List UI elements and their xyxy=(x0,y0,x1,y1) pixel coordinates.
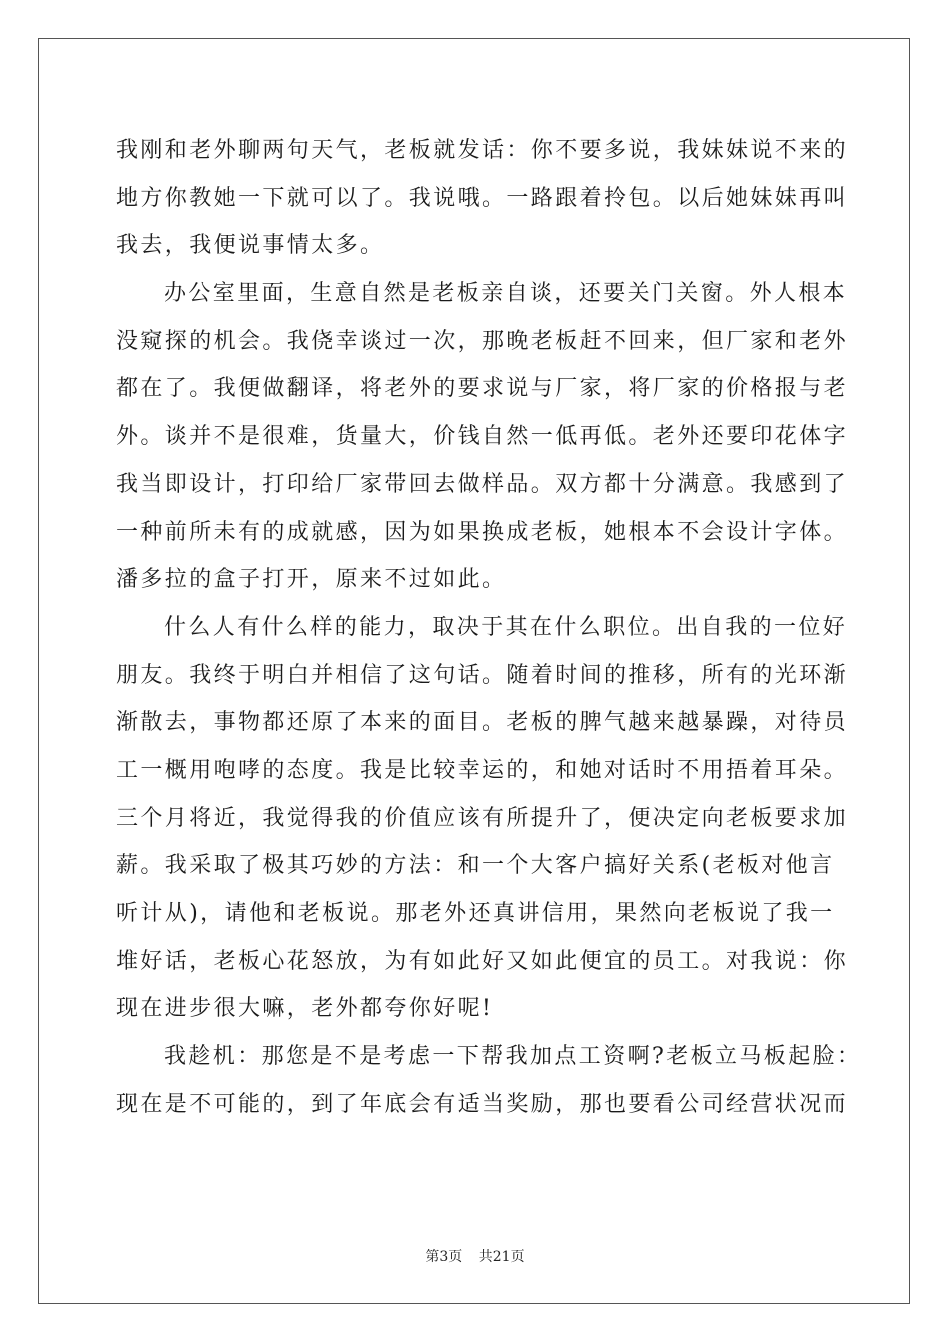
text-line: 潘多拉的盒子打开，原来不过如此。 xyxy=(116,567,507,593)
paragraph-3 xyxy=(116,604,849,1033)
text-line: 办公室里面，生意自然是老板亲自谈，还要关门关窗。外人根本 xyxy=(164,281,848,307)
text-line: 外。谈并不是很难，货量大，价钱自然一低再低。老外还要印花体字 xyxy=(116,424,849,450)
paragraph-1 xyxy=(116,127,849,270)
text-line: 现在是不可能的，到了年底会有适当奖励，那也要看公司经营状况而 xyxy=(116,1091,849,1117)
text-line: 三个月将近，我觉得我的价值应该有所提升了，便决定向老板要求加 xyxy=(116,805,849,831)
page-total: 共21页 xyxy=(478,1249,525,1265)
paragraph-4 xyxy=(116,1033,862,1128)
text-line: 都在了。我便做翻译，将老外的要求说与厂家，将厂家的价格报与老 xyxy=(116,376,849,402)
text-line: 什么人有什么样的能力，取决于其在什么职位。出自我的一位好 xyxy=(164,614,848,640)
text-line: 朋友。我终于明白并相信了这句话。随着时间的推移，所有的光环渐 xyxy=(116,662,849,688)
text-line: 我去，我便说事情太多。 xyxy=(116,233,385,259)
page-footer xyxy=(0,1246,950,1266)
text-line: 没窥探的机会。我侥幸谈过一次，那晚老板赶不回来，但厂家和老外 xyxy=(116,328,849,354)
text-line: 一种前所未有的成就感，因为如果换成老板，她根本不会设计字体。 xyxy=(116,519,849,545)
text-line: 现在进步很大嘛，老外都夸你好呢! xyxy=(116,996,494,1022)
text-line: 工一概用咆哮的态度。我是比较幸运的，和她对话时不用捂着耳朵。 xyxy=(116,757,849,783)
page-number: 第3页 xyxy=(425,1249,463,1265)
text-line: 听计从)，请他和老板说。那老外还真讲信用，果然向老板说了我一 xyxy=(116,901,835,926)
text-line: 薪。我采取了极其巧妙的方法：和一个大客户搞好关系(老板对他言 xyxy=(116,853,835,879)
text-line: 我趁机：那您是不是考虑一下帮我加点工资啊?老板立马板起脸： xyxy=(164,1044,862,1070)
text-line: 堆好话，老板心花怒放，为有如此好又如此便宜的员工。对我说：你 xyxy=(116,948,849,974)
document-body xyxy=(116,127,862,1128)
text-line: 我刚和老外聊两句天气，老板就发话：你不要多说，我妹妹说不来的 xyxy=(116,138,849,163)
text-line: 我当即设计，打印给厂家带回去做样品。双方都十分满意。我感到了 xyxy=(116,471,849,497)
paragraph-2 xyxy=(116,270,849,604)
text-line: 渐散去，事物都还原了本来的面目。老板的脾气越来越暴躁，对待员 xyxy=(116,710,849,736)
text-line: 地方你教她一下就可以了。我说哦。一路跟着拎包。以后她妹妹再叫 xyxy=(116,185,849,211)
